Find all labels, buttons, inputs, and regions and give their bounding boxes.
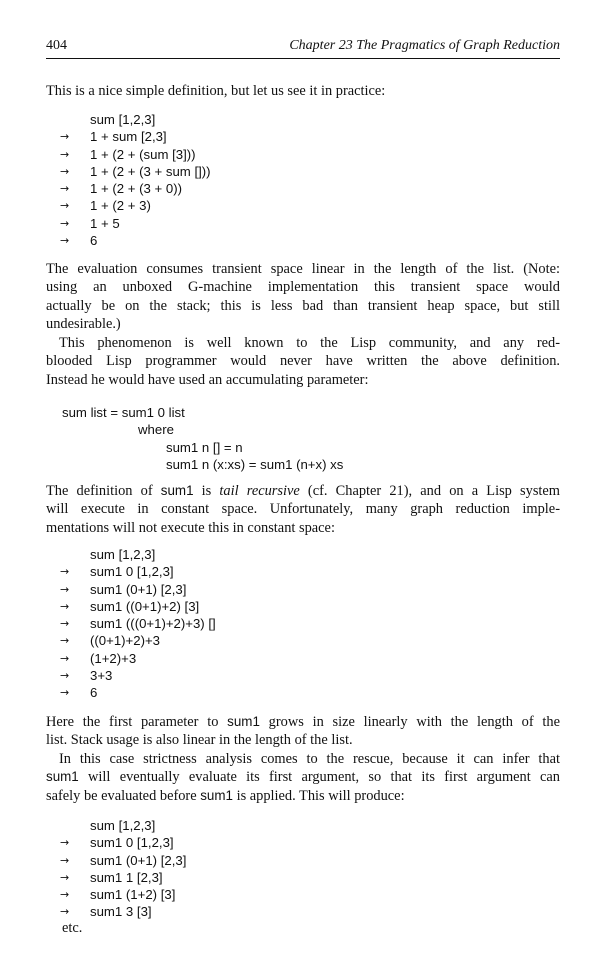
reduction-arrow-icon: → <box>60 182 70 196</box>
trace-expression: ((0+1)+2)+3 <box>90 633 161 649</box>
trace-line <box>60 128 211 145</box>
reduction-arrow-icon: → <box>60 651 70 665</box>
trace-line <box>60 598 216 615</box>
trace-line <box>60 886 186 903</box>
reduction-arrow-icon: → <box>60 870 70 884</box>
trace-expression: 3+3 <box>90 668 113 684</box>
reduction-arrow-icon: → <box>60 216 70 230</box>
definition-line: sum1 n (x:xs) = sum1 (n+x) xs <box>166 456 344 472</box>
definition-line: sum1 n [] = n <box>166 439 243 455</box>
text-line: This phenomenon is well known to the Lisp community, and any red- <box>59 335 560 351</box>
trace-line <box>60 563 216 580</box>
text-line: mentations will not execute this in constant space: <box>46 519 335 536</box>
text-fragment: grows in size linearly with the length of the <box>259 714 560 730</box>
text-fragment: The definition of <box>46 483 161 499</box>
trace-expression: 1 + sum [2,3] <box>90 129 167 145</box>
definition-line: where <box>138 422 174 438</box>
reduction-arrow-icon: → <box>60 130 70 144</box>
reduction-arrow-icon: → <box>60 199 70 213</box>
trace-expression: sum1 1 [2,3] <box>90 869 163 885</box>
trace-expression: 1 + (2 + 3) <box>90 198 151 214</box>
trace-line <box>60 852 187 869</box>
trace-expression: sum [1,2,3] <box>90 112 156 127</box>
reduction-arrow-icon: → <box>60 634 70 648</box>
inline-code: sum1 <box>46 769 79 785</box>
text-line: undesirable.) <box>46 315 121 332</box>
text-line <box>46 713 560 731</box>
paragraph-first-parameter <box>46 713 560 750</box>
trace-line <box>60 581 216 598</box>
trace-expression: 6 <box>90 233 98 249</box>
reduction-arrow-icon: → <box>60 599 70 613</box>
inline-code: sum1 <box>200 787 233 803</box>
intro-paragraph <box>46 82 560 100</box>
trace-line <box>60 232 211 249</box>
trace-line <box>90 817 186 834</box>
evaluation-trace-3 <box>60 817 187 921</box>
text-fragment: safely be evaluated before <box>46 787 201 804</box>
trace-line <box>60 615 216 632</box>
trace-line <box>90 546 216 563</box>
trace-line <box>60 197 211 214</box>
trace-expression: 1 + (2 + (sum [3])) <box>90 146 196 162</box>
reduction-arrow-icon: → <box>60 836 70 850</box>
paragraph-strictness-analysis <box>46 750 560 805</box>
evaluation-trace-2 <box>60 546 216 702</box>
trace-line <box>90 111 211 128</box>
trace-expression: sum1 (((0+1)+2)+3) [] <box>90 616 216 632</box>
trace-expression: sum1 0 [1,2,3] <box>90 835 174 851</box>
trace-line <box>60 650 216 667</box>
text-line: using an unboxed G-machine implementation this transient space would <box>46 279 560 296</box>
trace-expression: 6 <box>90 685 98 701</box>
text-fragment: (cf. Chapter 21), and on a Lisp system <box>299 483 561 499</box>
etc-label: etc. <box>62 920 83 936</box>
page-header <box>46 38 560 59</box>
reduction-arrow-icon: → <box>60 582 70 596</box>
trace-line <box>60 684 216 701</box>
trace-line <box>60 146 211 163</box>
trace-expression: 1 + (2 + (3 + sum [])) <box>90 163 211 179</box>
trace-line <box>60 180 211 197</box>
evaluation-trace-1 <box>60 111 211 249</box>
trace-expression: sum1 0 [1,2,3] <box>90 564 174 580</box>
trace-expression: sum [1,2,3] <box>90 818 156 833</box>
paragraph-lisp-community <box>46 334 560 389</box>
text-line: blooded Lisp programmer would never have written the above definition. <box>46 353 560 370</box>
trace-line <box>60 667 216 684</box>
trace-line <box>60 903 186 920</box>
text-line: This is a nice simple definition, but let us see it in practice: <box>46 83 386 99</box>
running-head: Chapter 23 The Pragmatics of Graph Reduction <box>289 38 560 53</box>
reduction-arrow-icon: → <box>60 905 70 919</box>
reduction-arrow-icon: → <box>60 888 70 902</box>
reduction-arrow-icon: → <box>60 234 70 248</box>
trace-expression: (1+2)+3 <box>90 650 137 666</box>
trace-expression: sum1 3 [3] <box>90 904 152 920</box>
paragraph-tail-recursive <box>46 482 560 537</box>
trace-expression: 1 + 5 <box>90 215 120 231</box>
trace-line <box>60 834 186 851</box>
reduction-arrow-icon: → <box>60 147 70 161</box>
text-line <box>46 768 560 786</box>
text-fragment: is <box>193 483 220 499</box>
inline-code: sum1 <box>160 483 194 498</box>
trace-expression: sum1 (1+2) [3] <box>90 887 176 903</box>
reduction-arrow-icon: → <box>60 853 70 867</box>
text-line <box>46 787 560 805</box>
text-line: list. Stack usage is also linear in the length of the list. <box>46 732 353 749</box>
page-number: 404 <box>46 38 67 53</box>
trace-expression: 1 + (2 + (3 + 0)) <box>90 181 182 197</box>
definition-line: sum list = sum1 0 list <box>62 405 185 420</box>
reduction-arrow-icon: → <box>60 164 70 178</box>
text-fragment: will eventually evaluate its first argument, so that its first argument can <box>78 769 560 786</box>
reduction-arrow-icon: → <box>60 669 70 683</box>
trace-line <box>60 215 211 232</box>
text-line: The evaluation consumes transient space linear in the length of the list. (Note: <box>46 261 560 277</box>
reduction-arrow-icon: → <box>60 686 70 700</box>
trace-expression: sum1 ((0+1)+2) [3] <box>90 598 200 614</box>
text-line: will execute in constant space. Unfortunately, many graph reduction imple- <box>46 501 560 518</box>
emphasis: tail recursive <box>219 483 300 499</box>
text-line: In this case strictness analysis comes to the rescue, because it can infer that <box>59 751 560 767</box>
inline-code: sum1 <box>227 714 260 729</box>
trace-expression: sum [1,2,3] <box>90 547 156 562</box>
reduction-arrow-icon: → <box>60 565 70 579</box>
text-fragment: Here the first parameter to <box>46 714 228 730</box>
trace-expression: sum1 (0+1) [2,3] <box>90 581 187 597</box>
text-fragment: is applied. This will produce: <box>232 787 405 804</box>
paragraph-transient-space <box>46 260 560 333</box>
text-line: Instead he would have used an accumulating parameter: <box>46 371 369 388</box>
trace-line <box>60 163 211 180</box>
reduction-arrow-icon: → <box>60 617 70 631</box>
text-line: actually be on the stack; this is less bad than transient heap space, but still <box>46 297 560 314</box>
text-line <box>46 482 560 500</box>
trace-line <box>60 632 216 649</box>
trace-line <box>60 869 186 886</box>
accumulating-definition <box>62 404 343 473</box>
trace-expression: sum1 (0+1) [2,3] <box>90 852 187 868</box>
